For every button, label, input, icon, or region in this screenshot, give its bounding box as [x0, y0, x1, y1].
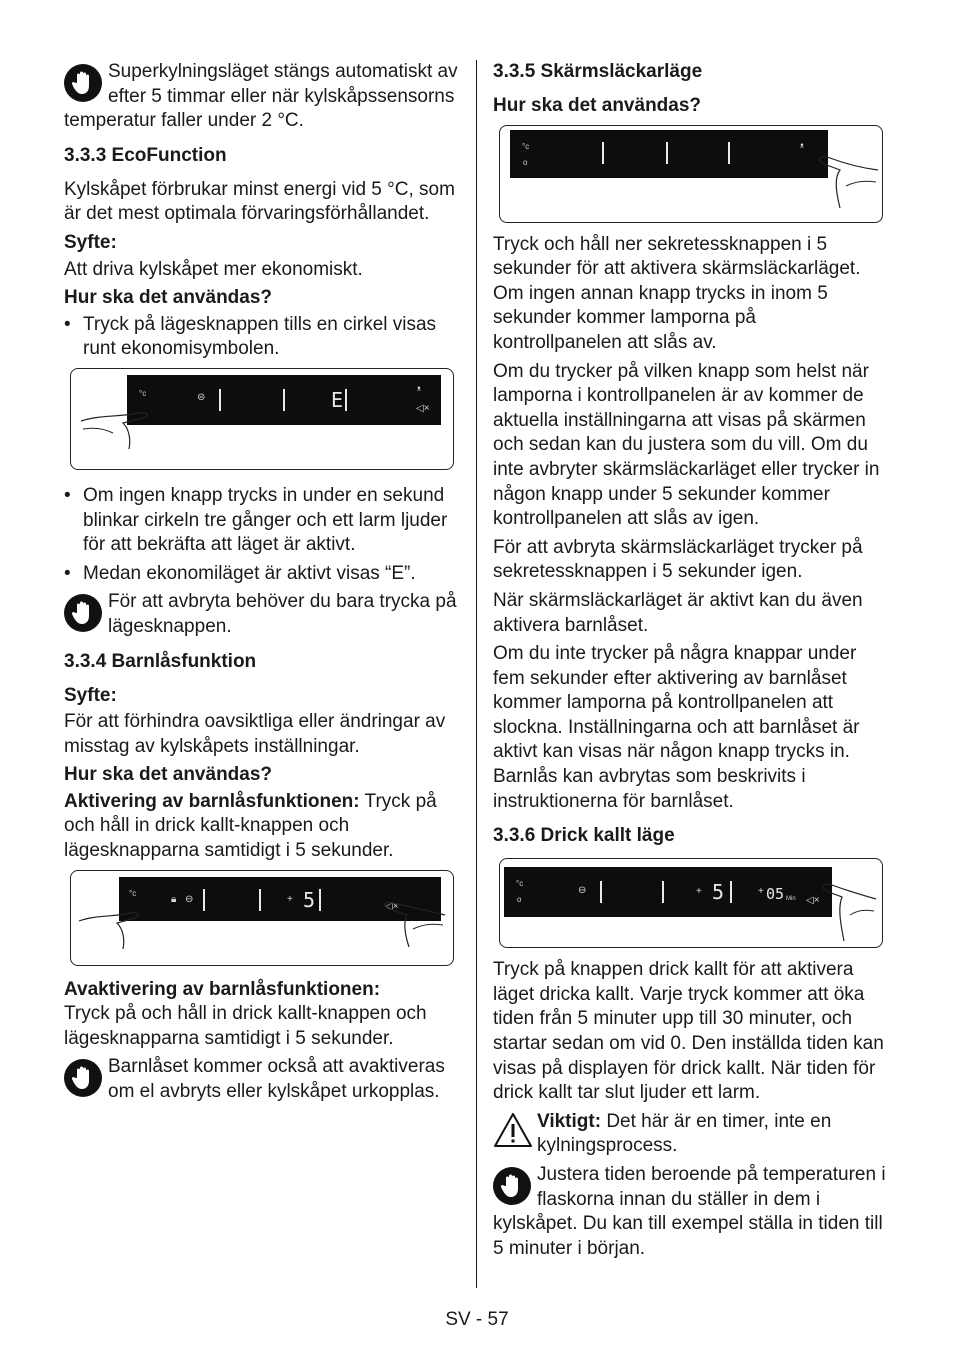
note-superkyl-text: Superkylningsläget stängs automatiskt av efter 5 timmar eller när kylskåpssensorns temperatur faller under 2 °C.	[64, 61, 458, 132]
eco-howto-label: Hur ska det användas?	[64, 287, 273, 309]
note-eco-cancel	[64, 590, 462, 639]
lock-activate-paragraph	[64, 790, 462, 864]
eco-bullets-2	[64, 484, 462, 586]
warning-triangle-icon	[493, 1112, 533, 1148]
display-segment-divider	[728, 142, 730, 164]
list-item: • Tryck på lägesknappen tills en cirkel visas runt ekonomisymbolen.	[64, 313, 462, 362]
screen-paragraph-1: Tryck och håll ner sekretessknappen i 5 sekunder för att aktivera skärmsläckarläget. Om ingen annan knapp trycks in inom 5 sekunder kommer lamporna på kontrollpanelen att slås av.	[493, 233, 861, 353]
section-heading-barnlas: 3.3.4 Barnlåsfunktion	[64, 650, 257, 672]
mute-icon: ◁×	[806, 895, 820, 907]
drink-timer-value: 05	[766, 885, 785, 904]
temp-unit-label: °c	[129, 888, 137, 898]
plus-icon: +	[287, 893, 293, 905]
display-segment-divider	[259, 889, 261, 911]
mute-icon: ◁×	[416, 402, 430, 414]
display-segment-divider	[600, 881, 602, 903]
drink-cold-icon: ᵜ	[417, 384, 421, 396]
eco-purpose-text: Att driva kylskåpet mer ekonomiskt.	[64, 258, 363, 280]
display-segment-divider	[319, 889, 321, 911]
page-number: SV - 57	[445, 1309, 509, 1330]
privacy-icon: ᵜ	[800, 141, 804, 153]
temp-unit-label: °c	[516, 879, 524, 889]
drinkcold-control-panel-illustration	[499, 858, 883, 948]
warning-note	[493, 1110, 889, 1159]
pointing-hand-icon	[794, 140, 880, 210]
display-screen	[510, 130, 828, 178]
screen-paragraph-4: När skärmsläckarläget är aktivt kan du även aktivera barnlåset.	[493, 589, 863, 636]
display-segment-divider	[203, 889, 205, 911]
setting-digit: 5	[712, 880, 725, 905]
eco-intro: Kylskåpet förbrukar minst energi vid 5 °C, som är det mest optimala förvaringsförhållandet.	[64, 178, 455, 225]
temp-dot-label: o	[517, 895, 522, 905]
lock-icon: 🔒︎	[171, 893, 177, 905]
screen-paragraph-3: För att avbryta skärmsläckarläget trycker på sekretessknappen i 5 sekunder igen.	[493, 536, 863, 583]
temp-unit-label: °c	[522, 141, 530, 151]
note-lock-power	[64, 1055, 462, 1104]
lock-deactivate-label: Avaktivering av barnlåsfunktionen:	[64, 978, 381, 1000]
temp-unit-label: °c	[139, 388, 147, 398]
note-drink-adjust-text: Justera tiden beroende på temperaturen i flaskorna innan du ställer in dem i kylskåpet. Du kan till exempel ställa in tiden till 5 minuter i början.	[493, 1164, 886, 1259]
display-screen	[504, 867, 832, 917]
plus-icon: +	[696, 886, 702, 898]
childlock-control-panel-illustration	[70, 870, 454, 966]
mute-icon: ◁×	[385, 900, 399, 912]
drink-paragraph-1: Tryck på knappen drick kallt för att aktivera läget dricka kallt. Varje tryck kommer att öka tiden från 5 minuter upp till 30 minuter, och startar sedan om vid 0. Den inställda tiden kan visas på displayen för drick kallt. När tiden för drick kallt tar slut ljuder ett larm.	[493, 959, 884, 1104]
display-segment-divider	[283, 389, 285, 411]
note-lock-power-text: Barnlåset kommer också att avaktiveras om el avbryts eller kylskåpet urkopplas.	[108, 1056, 445, 1103]
note-eco-cancel-text: För att avbryta behöver du bara trycka på lägesknappen.	[108, 591, 457, 637]
screen-paragraph-2: Om du trycker på vilken knapp som helst när lamporna i kontrollpanelen är av kommer de aktuella inställningarna att visas på skärmen och sedan kan du justera som du vill. Om du inte avbryter skärmsläckarläget eller trycker in någon knapp under 5 sekunder kommer kontrollpanelen att slås av igen.	[493, 360, 880, 530]
screensaver-control-panel-illustration	[499, 125, 883, 223]
lock-activate-text: Tryck på och håll in drick kallt-knappen och lägesknapparna samtidigt i 5 sekunder.	[64, 790, 437, 862]
column-divider	[476, 60, 477, 1288]
setting-digit: 5	[303, 887, 316, 912]
pointing-hand-icon	[79, 393, 159, 453]
pointing-hand-icon	[808, 869, 878, 943]
temp-dot-label: o	[523, 157, 528, 167]
pointing-hand-icon	[77, 895, 147, 951]
note-superkyl	[64, 60, 462, 134]
warning-text: Det här är en timer, inte en kylningsprocess.	[537, 1110, 832, 1157]
note-drink-adjust	[493, 1163, 889, 1261]
eco-control-panel-illustration	[70, 368, 454, 470]
eco-symbol-icon: ⊜	[197, 391, 206, 403]
section-heading-ecofunction: 3.3.3 EcoFunction	[64, 144, 227, 166]
display-segment-divider	[666, 142, 668, 164]
display-segment-divider	[602, 142, 604, 164]
screen-howto-label: Hur ska det användas?	[493, 95, 702, 116]
plus-icon: +	[758, 886, 764, 898]
warning-label: Viktigt:	[537, 1110, 602, 1132]
lock-activate-label: Aktivering av barnlåsfunktionen:	[64, 790, 360, 812]
display-screen	[127, 375, 441, 425]
left-column	[64, 60, 462, 1109]
eco-symbol-icon: ⊖	[578, 885, 587, 897]
lock-purpose-label: Syfte:	[64, 684, 117, 706]
display-segment-divider	[345, 389, 347, 411]
eco-purpose-label: Syfte:	[64, 231, 117, 253]
list-item: • Medan ekonomiläget är aktivt visas “E”.	[64, 562, 462, 587]
lock-deactivate-text: Tryck på och håll in drick kallt-knappen och lägesknapparna samtidigt i 5 sekunder.	[64, 1003, 427, 1049]
right-column	[493, 60, 889, 1265]
display-segment-divider	[730, 881, 732, 903]
section-heading-drick-kallt: 3.3.6 Drick kallt läge	[493, 825, 675, 847]
section-heading-skarmslackare: 3.3.5 Skärmsläckarläge	[493, 61, 703, 82]
lock-purpose-text: För att förhindra oavsiktliga eller ändringar av misstag av kylskåpets inställningar.	[64, 711, 446, 757]
stop-hand-icon	[64, 1059, 102, 1097]
display-segment-divider	[662, 881, 664, 903]
list-item: • Om ingen knapp trycks in under en sekund blinkar cirkeln tre gånger och ett larm ljuder för att bekräfta att läget är aktivt.	[64, 484, 462, 558]
lock-howto-label: Hur ska det användas?	[64, 764, 273, 786]
pointing-hand-icon	[377, 885, 447, 949]
eco-bullets-1	[64, 313, 462, 362]
mode-digit: E	[331, 387, 344, 412]
eco-symbol-icon: ⊖	[185, 893, 194, 905]
stop-hand-icon	[64, 64, 102, 102]
drink-timer-unit: Min	[786, 896, 796, 903]
stop-hand-icon	[64, 594, 102, 632]
display-segment-divider	[219, 389, 221, 411]
screen-paragraph-5: Om du inte trycker på några knappar under fem sekunder efter aktivering av barnlåset kommer lamporna på kontrollpanelen att slockna. Inställningarna och att barnlåset är aktivt kan visas när någon knapp trycks in. Barnlås kan avbrytas som beskrivits i instruktionerna för barnlåset.	[493, 643, 860, 812]
stop-hand-icon	[493, 1167, 531, 1205]
